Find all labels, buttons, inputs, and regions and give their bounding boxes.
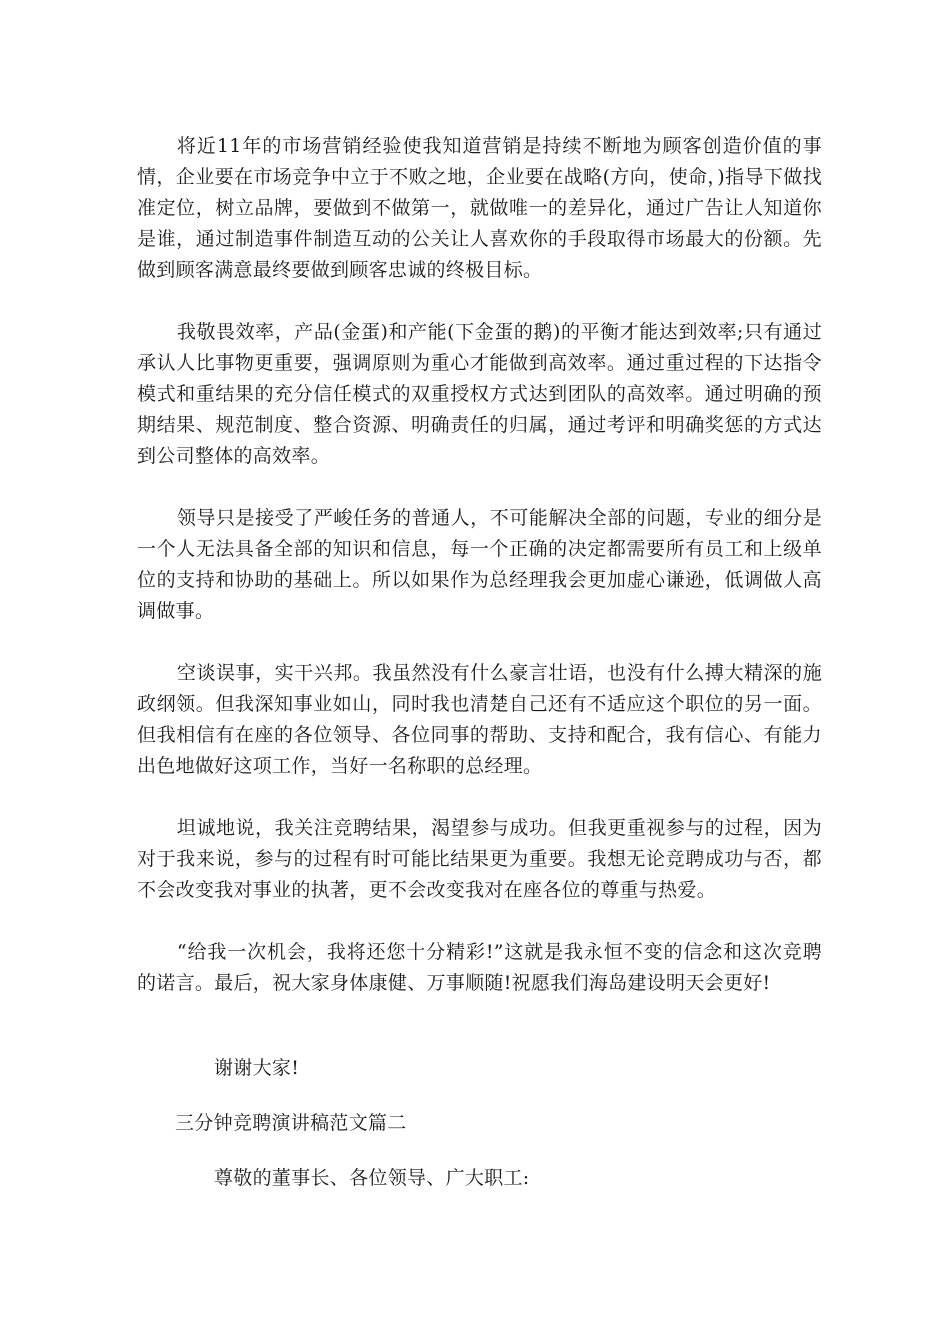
paragraph-honesty: 坦诚地说，我关注竞聘结果，渴望参与成功。但我更重视参与的过程，因为对于我来说，参与的过程有时可能比结果更为重要。我想无论竞聘成功与否，都不会改变我对事业的执著，更不会改变我对在座各位的尊重与热爱。	[137, 817, 822, 901]
paragraph-marketing-experience: 将近11年的市场营销经验使我知道营销是持续不断地为顾客创造价值的事情，企业要在市场竞争中立于不败之地，企业要在战略(方向，使命，)指导下做找准定位，树立品牌，要做到不做第一，就做唯一的差异化，通过广告让人知道你是谁，通过制造事件制造互动的公关让人喜欢你的手段取得市场最大的份额。先做到顾客满意最终要做到顾客忠诚的终极目标。	[137, 135, 822, 281]
paragraph-action: 空谈误事，实干兴邦。我虽然没有什么豪言壮语，也没有什么搏大精深的施政纲领。但我深知事业如山，同时我也清楚自己还有不适应这个职位的另一面。但我相信有在座的各位领导、各位同事的帮助、支持和配合，我有信心、有能力出色地做好这项工作，当好一名称职的总经理。	[137, 662, 822, 777]
paragraph-closing: “给我一次机会，我将还您十分精彩!”这就是我永恒不变的信念和这次竞聘的诺言。最后，祝大家身体康健、万事顺随!祝愿我们海岛建设明天会更好!	[137, 941, 822, 994]
paragraph-leadership: 领导只是接受了严峻任务的普通人，不可能解决全部的问题，专业的细分是一个人无法具备全部的知识和信息，每一个正确的决定都需要所有员工和上级单位的支持和协助的基础上。所以如果作为总经理我会更加虚心谦逊，低调做人高调做事。	[137, 507, 822, 622]
section-title: 三分钟竞聘演讲稿范文篇二	[175, 1112, 407, 1134]
salutation-line: 尊敬的董事长、各位领导、广大职工:	[214, 1167, 530, 1189]
paragraph-efficiency: 我敬畏效率，产品(金蛋)和产能(下金蛋的鹅)的平衡才能达到效率;只有通过承认人比事物更重要，强调原则为重心才能做到高效率。通过重过程的下达指令模式和重结果的充分信任模式的双重授权方式达到团队的高效率。通过明确的预期结果、规范制度、整合资源、明确责任的归属，通过考评和明确奖惩的方式达到公司整体的高效率。	[137, 321, 822, 467]
thanks-line: 谢谢大家!	[214, 1057, 300, 1079]
